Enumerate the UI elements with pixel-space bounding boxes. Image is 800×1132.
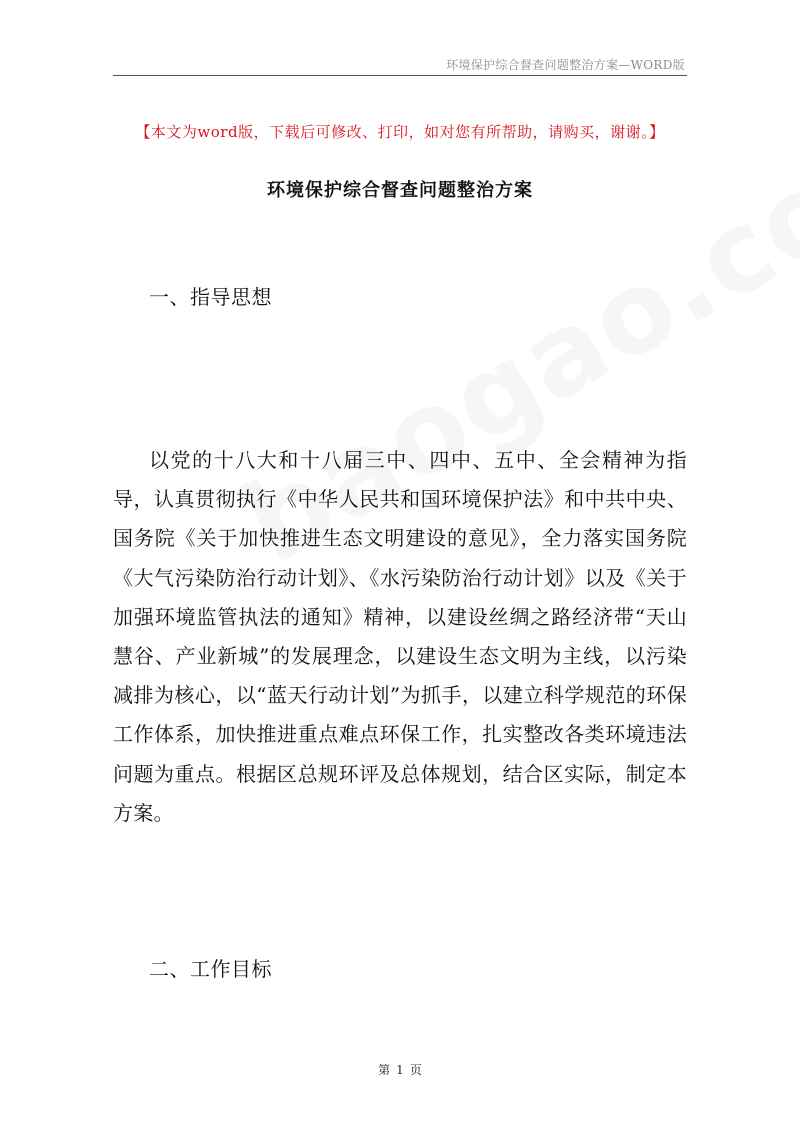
page-label-suffix: 页 xyxy=(409,1063,422,1077)
section-heading-work-goals: 二、工作目标 xyxy=(149,957,272,981)
document-title: 环境保护综合督查问题整治方案 xyxy=(267,180,533,201)
section-heading-guiding-principle: 一、指导思想 xyxy=(149,285,272,309)
running-header: 环境保护综合督查问题整治方案—WORD版 xyxy=(446,58,685,72)
page-number-footer xyxy=(0,1061,800,1078)
section-paragraph-guiding-principle: 以党的十八大和十八届三中、四中、五中、全会精神为指导，认真贯彻执行《中华人民共和国环境保护法》和中共中央、国务院《关于加快推进生态文明建设的意见》，全力落实国务院《大气污染防治行动计划》、《水污染防治行动计划》以及《关于加强环境监管执法的通知》精神，以建设丝绸之路经济带“天山慧谷、产业新城”的发展理念，以建设生态文明为主线，以污染减排为核心，以“蓝天行动计划”为抓手，以建立科学规范的环保工作体系，加快推进重点难点环保工作，扎实整改各类环境违法问题为重点。根据区总规环评及总体规划，结合区实际，制定本方案。 xyxy=(113,448,687,825)
page-number: 1 xyxy=(396,1063,404,1077)
page-label-prefix: 第 xyxy=(378,1063,391,1077)
header-divider xyxy=(113,75,687,76)
purchase-notice: 【本文为word版，下载后可修改、打印，如对您有所帮助，请购买，谢谢。】 xyxy=(135,123,665,141)
